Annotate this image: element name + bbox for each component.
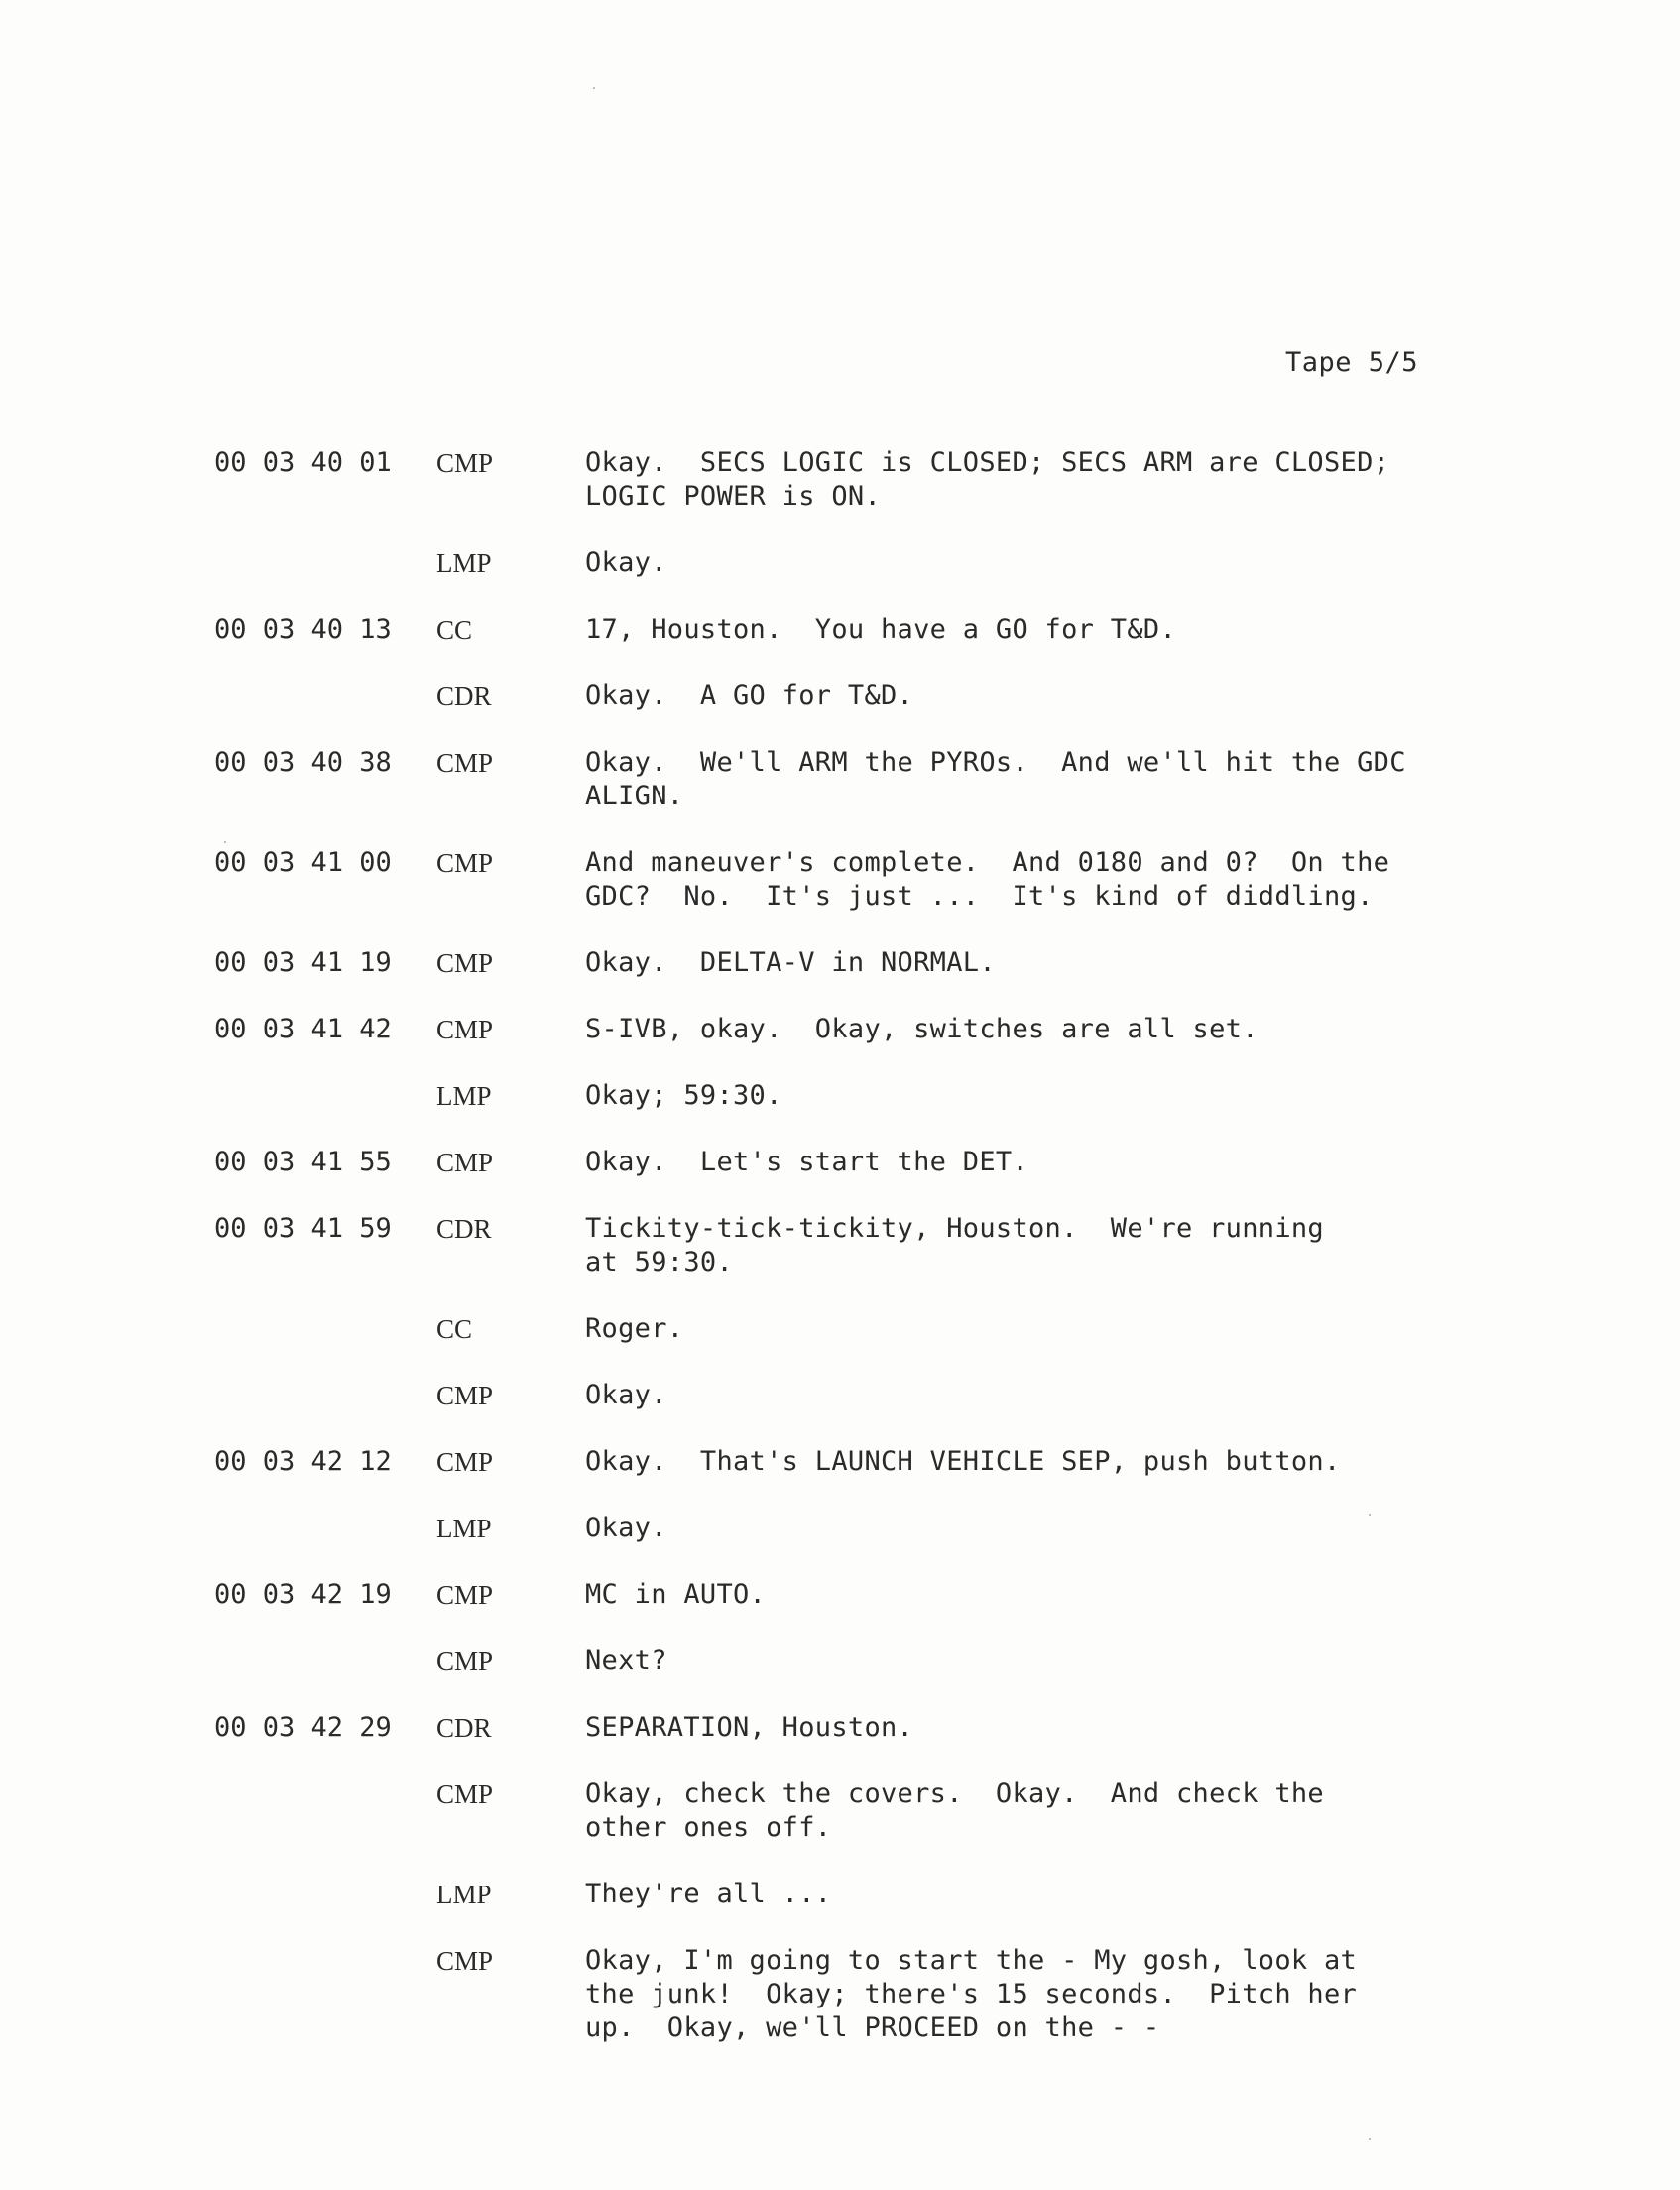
transcript-entry [0,1445,1680,1479]
transcript-entry [0,1146,1680,1179]
utterance-text: And maneuver's complete. And 0180 and 0? On the GDC? No. It's just ... It's kind of diddling. [585,847,1390,912]
utterance-text: Okay. DELTA-V in NORMAL. [585,947,996,978]
transcript-entry [0,1878,1680,1911]
transcript-entry [0,1512,1680,1545]
speaker: CC [436,1314,473,1344]
utterance-text: S-IVB, okay. Okay, switches are all set. [585,1014,1259,1044]
utterance-text: Okay, check the covers. Okay. And check the other ones off. [585,1778,1324,1843]
timestamp: 00 03 41 55 [214,1147,392,1177]
utterance-text: Okay. SECS LOGIC is CLOSED; SECS ARM are CLOSED; LOGIC POWER is ON. [585,447,1390,512]
speaker: CMP [436,1148,494,1177]
timestamp: 00 03 42 12 [214,1446,392,1477]
transcript-entry [0,1079,1680,1113]
scan-speck [593,87,595,89]
speaker: CMP [436,848,494,878]
speaker: CDR [436,1214,492,1244]
utterance-text: Tickity-tick-tickity, Houston. We're running at 59:30. [585,1213,1324,1278]
transcript-entry [0,1644,1680,1678]
speaker: CMP [436,1946,494,1976]
timestamp: 00 03 41 42 [214,1014,392,1044]
utterance-text: They're all ... [585,1879,832,1909]
timestamp: 00 03 41 00 [214,847,392,878]
transcript-entry [0,1013,1680,1046]
transcript-entry [0,1944,1680,2045]
utterance-text: Okay. Let's start the DET. [585,1147,1028,1177]
scan-speck [1369,2138,1371,2140]
utterance-text: Okay. [585,1380,667,1410]
utterance-text: Next? [585,1645,667,1676]
speaker: CMP [436,448,494,478]
utterance-text: Okay; 59:30. [585,1080,782,1111]
speaker: CMP [436,1580,494,1610]
utterance-text: Okay. That's LAUNCH VEHICLE SEP, push button. [585,1446,1341,1477]
transcript-entry [0,1379,1680,1412]
transcript-entry [0,846,1680,913]
speaker: CMP [436,1646,494,1676]
utterance-text: Roger. [585,1313,684,1344]
speaker: CMP [436,1779,494,1809]
timestamp: 00 03 42 29 [214,1712,392,1743]
utterance-text: Okay. We'll ARM the PYROs. And we'll hit the GDC ALIGN. [585,747,1406,811]
transcript-entry [0,1312,1680,1346]
timestamp: 00 03 41 59 [214,1213,392,1244]
timestamp: 00 03 40 13 [214,614,392,645]
transcript-entry [0,1777,1680,1845]
transcript-entry [0,446,1680,514]
speaker: CMP [436,1015,494,1044]
speaker: LMP [436,1880,492,1909]
speaker: LMP [436,548,492,578]
speaker: CDR [436,1713,492,1743]
speaker: CMP [436,1381,494,1410]
transcript-entry [0,746,1680,813]
transcript-entry [0,613,1680,647]
transcript-entry [0,547,1680,580]
transcript-entry [0,1212,1680,1279]
speaker: CMP [436,948,494,978]
utterance-text: Okay, I'm going to start the - My gosh, look at the junk! Okay; there's 15 seconds. Pitch her up. Okay, we'll PROCEED on the - - [585,1945,1358,2043]
transcript-body [0,446,1680,2078]
timestamp: 00 03 40 38 [214,747,392,778]
utterance-text: Okay. A GO for T&D. [585,680,914,711]
utterance-text: MC in AUTO. [585,1579,767,1610]
timestamp: 00 03 40 01 [214,447,392,478]
transcript-entry [0,1578,1680,1612]
utterance-text: 17, Houston. You have a GO for T&D. [585,614,1176,645]
speaker: LMP [436,1081,492,1111]
speaker: LMP [436,1514,492,1543]
transcript-entry [0,1711,1680,1745]
timestamp: 00 03 41 19 [214,947,392,978]
transcript-entry [0,679,1680,713]
timestamp: 00 03 42 19 [214,1579,392,1610]
speaker: CDR [436,681,492,711]
speaker: CMP [436,1447,494,1477]
speaker: CC [436,615,473,645]
utterance-text: SEPARATION, Houston. [585,1712,914,1743]
utterance-text: Okay. [585,1513,667,1543]
utterance-text: Okay. [585,548,667,578]
tape-label: Tape 5/5 [1285,347,1419,378]
speaker: CMP [436,748,494,778]
transcript-entry [0,946,1680,980]
